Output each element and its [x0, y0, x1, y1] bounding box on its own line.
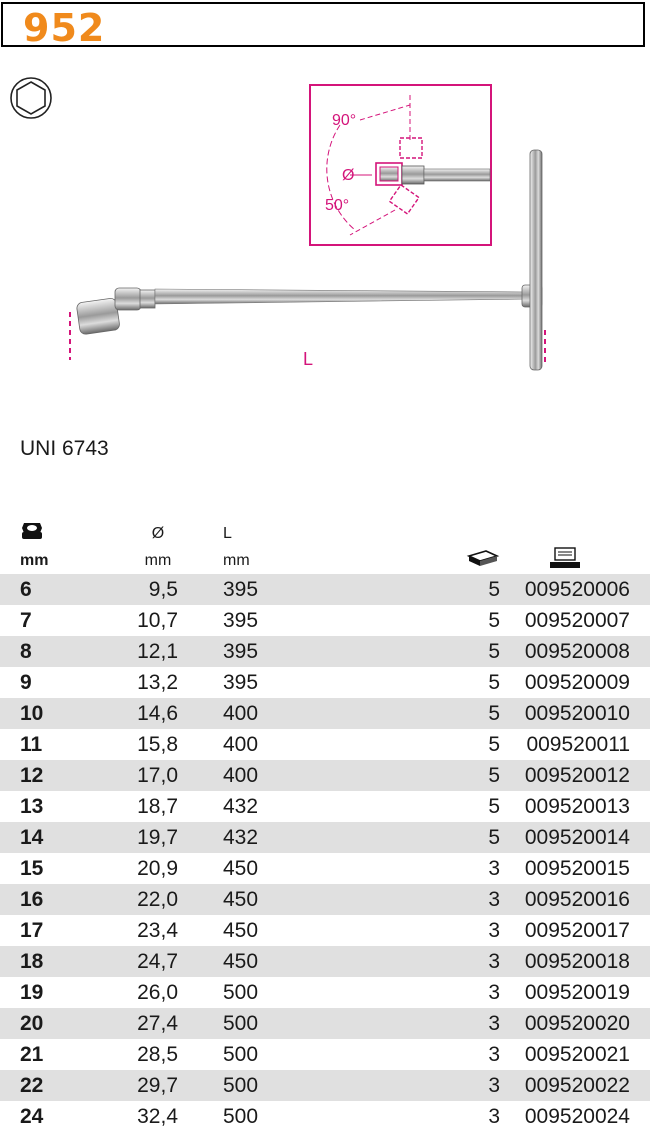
size-cell: 16 — [0, 884, 88, 915]
length-cell: 400 — [223, 733, 259, 756]
code-cell: 009520011 — [526, 733, 630, 756]
size-cell: 11 — [20, 733, 43, 756]
table-row — [0, 853, 650, 884]
quantity-cell: 5 — [488, 609, 500, 632]
quantity-cell: 3 — [488, 1043, 500, 1066]
length-cell: 432 — [178, 822, 343, 853]
size-cell: 14 — [0, 822, 88, 853]
nut-icon — [20, 520, 44, 542]
quantity-cell: 5 — [488, 671, 500, 694]
diameter-cell: 26,0 — [137, 981, 178, 1004]
size-cell: 22 — [0, 1070, 88, 1101]
diameter-cell: 32,4 — [137, 1105, 178, 1128]
diameter-cell: 24,7 — [88, 946, 178, 977]
diameter-cell: 28,5 — [137, 1043, 178, 1066]
code-cell: 009520019 — [524, 981, 630, 1004]
code-cell: 009520010 — [500, 698, 650, 729]
table-row — [0, 1008, 650, 1039]
quantity-cell: 5 — [488, 795, 500, 818]
quantity-cell: 5 — [466, 698, 500, 729]
table-row — [0, 760, 650, 791]
length-cell: 500 — [178, 1070, 343, 1101]
size-cell: 18 — [0, 946, 88, 977]
table-row — [0, 574, 650, 605]
diameter-cell: 29,7 — [88, 1070, 178, 1101]
quantity-cell: 5 — [466, 822, 500, 853]
quantity-cell: 3 — [488, 1105, 500, 1128]
angle-50-label: 50° — [325, 197, 350, 214]
length-header: L — [223, 524, 232, 542]
table-row — [0, 698, 650, 729]
table-row — [0, 791, 650, 822]
table-row — [0, 605, 650, 636]
quantity-cell: 3 — [466, 1070, 500, 1101]
length-cell: 400 — [178, 698, 343, 729]
hexagon-icon — [8, 75, 54, 121]
length-cell: 500 — [223, 1105, 259, 1128]
size-cell: 17 — [20, 919, 44, 942]
diameter-cell: 27,4 — [88, 1008, 178, 1039]
table-row — [0, 915, 650, 946]
quantity-cell: 5 — [466, 636, 500, 667]
quantity-cell: 5 — [466, 574, 500, 605]
code-cell: 009520013 — [524, 795, 630, 818]
length-cell: 450 — [178, 884, 343, 915]
code-cell: 009520009 — [524, 671, 630, 694]
diameter-unit: mm — [144, 551, 172, 569]
length-cell: 450 — [223, 919, 259, 942]
quantity-cell: 3 — [466, 1008, 500, 1039]
table-header-icons — [0, 520, 650, 547]
size-cell: 15 — [20, 857, 44, 880]
size-cell: 13 — [20, 795, 44, 818]
standard-label: UNI 6743 — [20, 437, 109, 460]
size-cell: 12 — [0, 760, 88, 791]
quantity-cell: 3 — [488, 919, 500, 942]
diameter-cell: 20,9 — [137, 857, 178, 880]
code-cell: 009520014 — [500, 822, 650, 853]
length-cell: 395 — [178, 636, 343, 667]
length-cell: 500 — [223, 1043, 259, 1066]
quantity-cell: 5 — [488, 733, 500, 756]
table-row — [0, 822, 650, 853]
length-label: L — [303, 349, 314, 369]
code-cell: 009520006 — [500, 574, 650, 605]
size-unit: mm — [20, 551, 49, 569]
diameter-cell: 13,2 — [137, 671, 178, 694]
diameter-cell: 22,0 — [88, 884, 178, 915]
diameter-cell: 10,7 — [137, 609, 178, 632]
tool-illustration — [60, 80, 560, 380]
diameter-cell: 12,1 — [88, 636, 178, 667]
length-cell: 395 — [223, 671, 259, 694]
quantity-cell: 3 — [488, 981, 500, 1004]
code-cell: 009520024 — [524, 1105, 630, 1128]
code-cell: 009520020 — [500, 1008, 650, 1039]
quantity-cell: 3 — [466, 884, 500, 915]
length-cell: 400 — [178, 760, 343, 791]
title-box — [1, 2, 645, 50]
diameter-cell: 18,7 — [137, 795, 178, 818]
size-cell: 20 — [0, 1008, 88, 1039]
code-cell: 009520021 — [524, 1043, 630, 1066]
table-row — [0, 884, 650, 915]
page-title: 952 — [23, 6, 106, 50]
size-cell: 8 — [0, 636, 88, 667]
size-cell: 10 — [0, 698, 88, 729]
code-cell: 009520022 — [500, 1070, 650, 1101]
size-cell: 19 — [20, 981, 44, 1004]
size-cell: 24 — [20, 1105, 44, 1128]
quantity-cell: 3 — [488, 857, 500, 880]
diameter-cell: 17,0 — [88, 760, 178, 791]
diameter-cell: 23,4 — [137, 919, 178, 942]
size-cell: 21 — [20, 1043, 44, 1066]
table-header-units — [0, 547, 650, 574]
computer-icon — [547, 547, 583, 569]
code-cell: 009520018 — [500, 946, 650, 977]
size-cell: 7 — [20, 609, 32, 632]
code-cell: 009520007 — [524, 609, 630, 632]
length-cell: 500 — [178, 1008, 343, 1039]
length-unit: mm — [223, 551, 250, 569]
box-icon — [466, 548, 500, 568]
diameter-cell: 14,6 — [88, 698, 178, 729]
length-cell: 432 — [223, 795, 259, 818]
quantity-cell: 5 — [466, 760, 500, 791]
code-cell: 009520016 — [500, 884, 650, 915]
size-cell: 9 — [20, 671, 32, 694]
code-cell: 009520015 — [524, 857, 630, 880]
table-row — [0, 1039, 650, 1070]
diameter-cell: 15,8 — [137, 733, 178, 756]
inset-diameter-label: Ø — [342, 167, 355, 184]
diameter-header: Ø — [151, 524, 165, 542]
table-row — [0, 977, 650, 1008]
angle-90-label: 90° — [332, 112, 357, 129]
table-row — [0, 667, 650, 698]
length-cell: 500 — [223, 981, 259, 1004]
size-cell: 6 — [0, 574, 88, 605]
table-row — [0, 946, 650, 977]
diameter-cell: 9,5 — [88, 574, 178, 605]
table-row — [0, 1070, 650, 1101]
length-cell: 395 — [223, 609, 259, 632]
code-cell: 009520008 — [500, 636, 650, 667]
quantity-cell: 3 — [466, 946, 500, 977]
length-cell: 450 — [223, 857, 259, 880]
code-cell: 009520017 — [524, 919, 630, 942]
diameter-cell: 19,7 — [88, 822, 178, 853]
length-cell: 395 — [178, 574, 343, 605]
table-row — [0, 1101, 650, 1132]
table-row — [0, 729, 650, 760]
code-cell: 009520012 — [500, 760, 650, 791]
length-cell: 450 — [178, 946, 343, 977]
spec-table — [0, 520, 650, 1132]
detail-inset — [310, 85, 491, 245]
table-row — [0, 636, 650, 667]
